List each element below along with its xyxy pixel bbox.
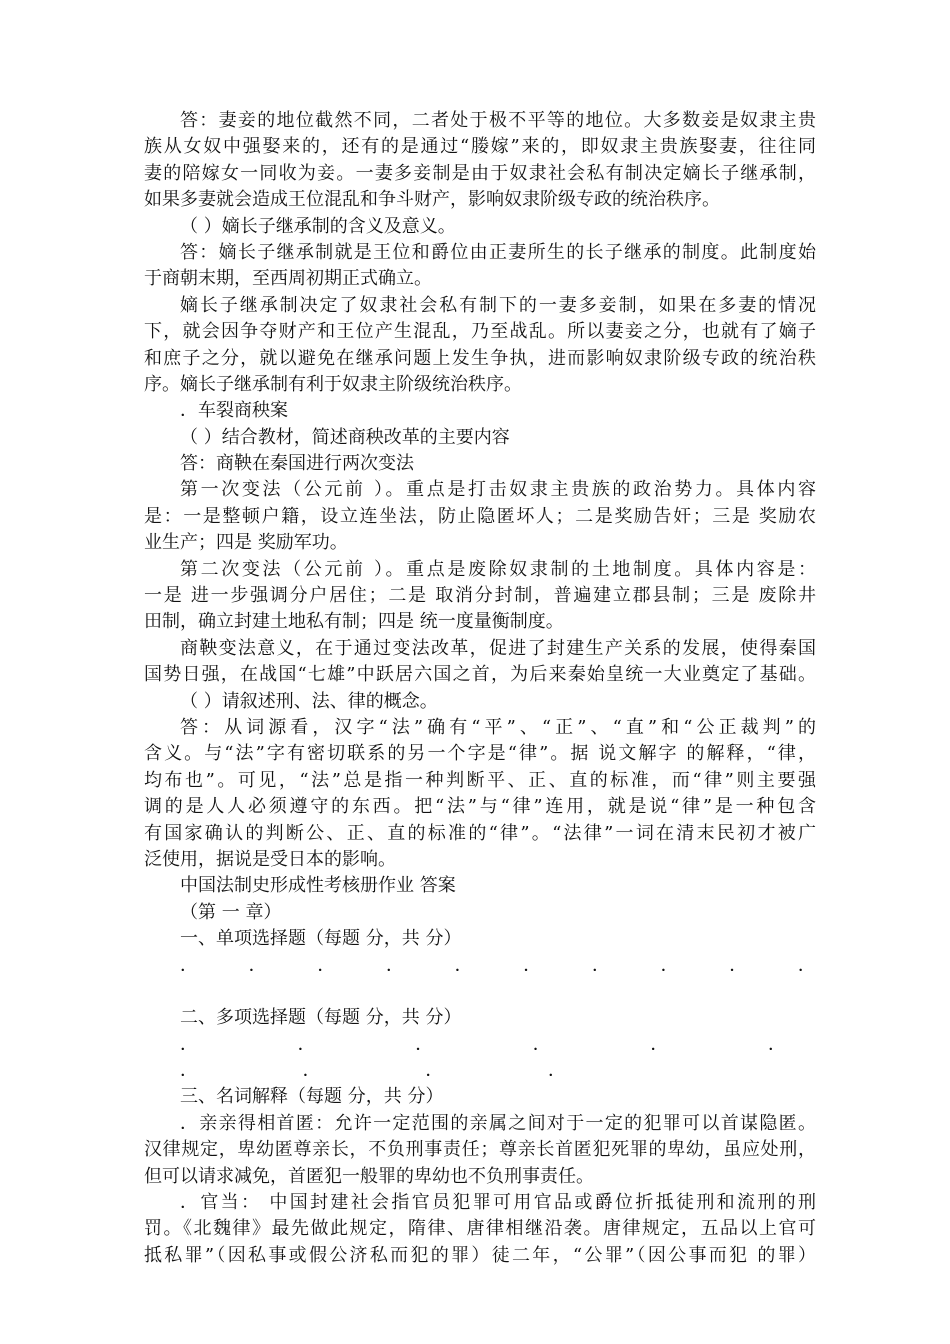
section-heading: 二、多项选择题（每题 分，共 分） [180, 1007, 462, 1029]
answer-line: 有国家确认的判断公、正、直的标准的“律”。“法律”一词在清末民初才被广 [144, 822, 816, 844]
term-definition-line: 但可以请求减免，首匿犯一般罪的卑幼也不负刑事责任。 [144, 1165, 594, 1187]
answer-line: 答：妻妾的地位截然不同，二者处于极不平等的地位。大多数妾是奴隶主贵 [180, 110, 816, 131]
chapter-label: （第 一 章） [180, 901, 282, 923]
blank-dot: ． [650, 1033, 669, 1055]
question-line: （ ）请叙述刑、法、律的概念。 [180, 690, 438, 712]
blank-dot: ． [797, 954, 816, 976]
question-line: （ ）嫡长子继承制的含义及意义。 [180, 215, 456, 237]
document-page [144, 108, 816, 1269]
blank-dot: ． [302, 1060, 321, 1082]
answer-blanks-row [144, 1032, 816, 1058]
blank-dot: ． [180, 1033, 198, 1055]
body-line: 下，就会因争夺财产和王位产生混乱，乃至战乱。所以妻妾之分，也就有了嫡子 [144, 321, 816, 343]
question-line: （ ）结合教材，简述商秧改革的主要内容 [180, 426, 510, 448]
answer-line: 含义。与“法”字有密切联系的另一个字是“律”。据 说文解字 的解释，“律， [144, 743, 816, 765]
term-definition-line: 抵私罪”（因私事或假公济私而犯的罪）徒二年，“公罪”（因公事而犯 的罪） [144, 1244, 816, 1266]
blank-dot: ． [547, 1060, 566, 1082]
body-line: 是：一是整顿户籍，设立连坐法，防止隐匿坏人；二是奖励告奸；三是 奖励农 [144, 505, 816, 527]
blank-dot: ． [180, 1060, 198, 1082]
body-line: 嫡长子继承制决定了奴隶社会私有制下的一妻多妾制，如果在多妻的情况 [180, 294, 816, 316]
blank-dot: ． [660, 954, 679, 976]
answer-line: 调的是人人必须遵守的东西。把“法”与“律”连用，就是说“律”是一种包含 [144, 796, 816, 818]
blank-dot: ． [248, 954, 267, 976]
blank-dot: ． [180, 954, 198, 976]
answer-line: 答：商鞅在秦国进行两次变法 [180, 453, 414, 475]
answer-line: 泛使用，据说是受日本的影响。 [144, 848, 396, 870]
blank-dot: ． [385, 954, 404, 976]
case-heading: ．车裂商秧案 [180, 400, 288, 422]
answer-line: 妻的陪嫁女一同收为妾。一妻多妾制是由于奴隶社会私有制决定嫡长子继承制， [144, 162, 816, 184]
section-title: 中国法制史形成性考核册作业 答案 [180, 875, 456, 897]
blank-dot: ． [591, 954, 610, 976]
blank-dot: ． [425, 1060, 444, 1082]
section-heading: 三、名词解释（每题 分，共 分） [180, 1086, 444, 1108]
blank-line [144, 979, 816, 1005]
body-line: 序。嫡长子继承制有利于奴隶主阶级统治秩序。 [144, 373, 522, 395]
section-heading: 一、单项选择题（每题 分，共 分） [180, 928, 462, 950]
body-line: 商鞅变法意义，在于通过变法改革，促进了封建生产关系的发展，使得秦国 [180, 637, 816, 659]
body-line: 和庶子之分，就以避免在继承问题上发生争执，进而影响奴隶阶级专政的统治秩 [144, 347, 816, 369]
answer-line: 族从女奴中强娶来的，还有的是通过“媵嫁”来的，即奴隶主贵族娶妻，往往同 [144, 136, 816, 158]
answer-line: 如果多妻就会造成王位混乱和争斗财产，影响奴隶阶级专政的统治秩序。 [144, 189, 720, 211]
blank-dot: ． [729, 954, 748, 976]
answer-blanks-row [144, 1058, 566, 1084]
body-line: 国势日强，在战国“七雄”中跃居六国之首，为后来秦始皇统一大业奠定了基础。 [144, 664, 816, 686]
blank-dot: ． [454, 954, 473, 976]
body-line: 田制，确立封建土地私有制；四是 统一度量衡制度。 [144, 611, 564, 633]
answer-line: 答：从词源看，汉字“法”确有“平”、“正”、“直”和“公正裁判”的 [180, 716, 816, 738]
answer-blanks-row [144, 953, 816, 979]
body-line: 第二次变法（公元前 ）。重点是废除奴隶制的土地制度。具体内容是： [180, 558, 816, 580]
body-line: 业生产；四是 奖励军功。 [144, 532, 348, 554]
term-definition-line: ．官当： 中国封建社会指官员犯罪可用官品或爵位折抵徒刑和流刑的刑 [180, 1192, 816, 1214]
answer-line: 均布也”。可见，“法”总是指一种判断平、正、直的标准，而“律”则主要强 [144, 769, 816, 791]
term-definition-line: 汉律规定，卑幼匿尊亲长，不负刑事责任；尊亲长首匿犯死罪的卑幼，虽应处刑， [144, 1139, 816, 1161]
blank-dot: ． [767, 1033, 786, 1055]
blank-dot: ． [523, 954, 542, 976]
answer-line: 于商朝末期，至西周初期正式确立。 [144, 268, 432, 290]
term-definition-line: 罚。《北魏律》最先做此规定，隋律、唐律相继沿袭。唐律规定，五品以上官可 [144, 1218, 816, 1240]
term-definition-line: ．亲亲得相首匿：允许一定范围的亲属之间对于一定的犯罪可以首谋隐匿。 [180, 1112, 816, 1134]
blank-dot: ． [317, 954, 336, 976]
answer-line: 答：嫡长子继承制就是王位和爵位由正妻所生的长子继承的制度。此制度始 [180, 241, 816, 263]
blank-dot: ． [297, 1033, 316, 1055]
blank-dot: ． [415, 1033, 434, 1055]
body-line: 第一次变法（公元前 ）。重点是打击奴隶主贵族的政治势力。具体内容 [180, 479, 816, 501]
body-line: 一是 进一步强调分户居住；二是 取消分封制，普遍建立郡县制；三是 废除井 [144, 585, 816, 607]
blank-dot: ． [532, 1033, 551, 1055]
